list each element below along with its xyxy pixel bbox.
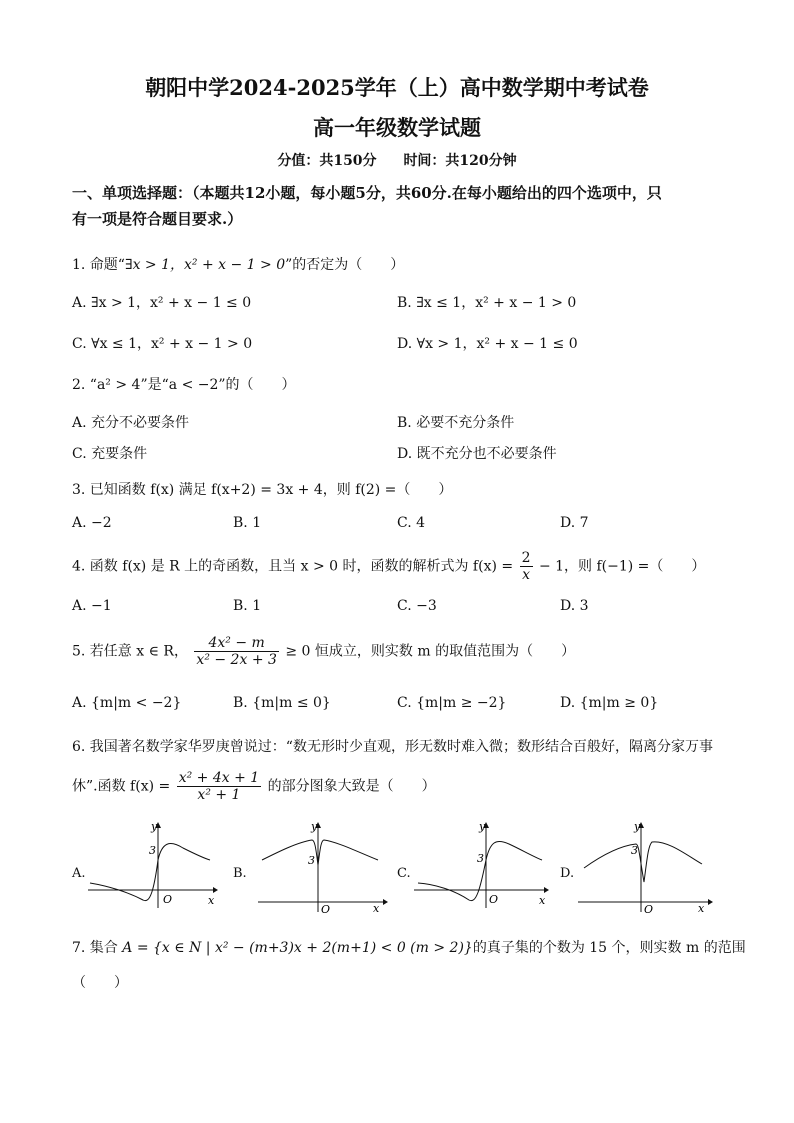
graph-c-tick: 3: [477, 852, 484, 865]
question-3-option-c[interactable]: C. 4: [397, 515, 426, 531]
question-1-prefix: 1. 命题“: [72, 257, 125, 273]
exam-title: 朝阳中学2024-2025学年（上）高中数学期中考试卷: [145, 75, 649, 100]
question-3-option-d[interactable]: D. 7: [560, 515, 589, 531]
question-4-prefix: 4. 函数 f(x) 是 R 上的奇函数，且当 x > 0 时，函数的解析式为 f(x) =: [72, 558, 514, 575]
question-4-option-a[interactable]: A. −1: [72, 598, 112, 614]
question-6-frac-num: x² + 4x + 1: [178, 770, 260, 786]
question-2-option-b[interactable]: B. 必要不充分条件: [397, 415, 515, 431]
graph-b-tick: 3: [308, 854, 315, 867]
question-7-math: A = {x ∈ N | x² − (m+3)x + 2(m+1) < 0 (m > 2)}: [122, 940, 473, 956]
question-6-option-c-label[interactable]: C.: [397, 866, 411, 881]
question-6-stem-line2: [72, 770, 436, 803]
question-6-option-b-label[interactable]: B.: [233, 866, 247, 881]
question-1-option-c[interactable]: C. ∀x ≤ 1，x² + x − 1 > 0: [72, 336, 253, 352]
question-3-option-a[interactable]: A. −2: [72, 515, 112, 531]
question-2-option-d[interactable]: D. 既不充分也不必要条件: [397, 446, 557, 462]
graph-d-origin: O: [644, 903, 654, 915]
exam-info: [0, 150, 794, 170]
question-3-stem: 3. 已知函数 f(x) 满足 f(x+2) = 3x + 4，则 f(2) =（ ）: [72, 482, 453, 498]
question-6-option-a-label[interactable]: A.: [72, 866, 86, 881]
question-6-prefix: 休”.函数 f(x) =: [72, 778, 171, 795]
question-4-suffix: − 1，则 f(−1) =（ ）: [538, 558, 706, 575]
graph-a-y-label: y: [151, 820, 158, 833]
question-6-graph-b[interactable]: [258, 820, 388, 919]
graph-d-y-label: y: [634, 820, 641, 833]
question-2-option-a[interactable]: A. 充分不必要条件: [72, 415, 190, 431]
question-6-graph-d[interactable]: [578, 820, 713, 919]
question-1-option-b[interactable]: B. ∃x ≤ 1，x² + x − 1 > 0: [397, 295, 577, 311]
question-1-stem: [72, 254, 404, 274]
question-5-option-d[interactable]: D. {m|m ≥ 0}: [560, 695, 659, 711]
graph-a-x-label: x: [208, 894, 215, 907]
question-4-frac-num: 2: [521, 550, 531, 566]
question-4-option-d[interactable]: D. 3: [560, 598, 589, 614]
graph-b-origin: O: [321, 903, 331, 915]
graph-b-x-label: x: [373, 902, 380, 915]
graph-d-tick: 3: [631, 844, 638, 857]
section-heading: [72, 180, 732, 232]
graph-a-origin: O: [163, 893, 173, 906]
question-4-fraction: [520, 550, 533, 583]
question-4-frac-den: x: [522, 567, 530, 583]
exam-subtitle: 高一年级数学试题: [313, 115, 481, 140]
question-5-frac-den: x² − 2x + 3: [196, 652, 277, 668]
question-6-option-d-label[interactable]: D.: [560, 866, 575, 881]
graph-a-tick: 3: [149, 844, 156, 857]
question-2-option-c[interactable]: C. 充要条件: [72, 446, 148, 462]
question-5-stem: [72, 635, 575, 668]
question-5-suffix: ≥ 0 恒成立，则实数 m 的取值范围为（ ）: [285, 643, 576, 660]
question-5-prefix: 5. 若任意 x ∈ R，: [72, 643, 188, 660]
section-heading-line1: 一、单项选择题：（本题共12小题，每小题5分，共60分.在每小题给出的四个选项中，只: [72, 184, 662, 202]
question-5-option-c[interactable]: C. {m|m ≥ −2}: [397, 695, 507, 711]
graph-c-origin: O: [489, 893, 499, 906]
graph-b-y-label: y: [311, 820, 318, 833]
question-6-fraction: [177, 770, 261, 803]
question-6-frac-den: x² + 1: [197, 787, 241, 803]
question-5-fraction: [194, 635, 278, 668]
question-6-graph-c[interactable]: [414, 820, 549, 914]
question-6-suffix: 的部分图象大致是（ ）: [267, 778, 436, 795]
question-1-option-a[interactable]: A. ∃x > 1，x² + x − 1 ≤ 0: [72, 295, 252, 311]
graph-c-y-label: y: [479, 820, 486, 833]
time-info: 时间：共120分钟: [403, 153, 517, 169]
question-4-stem: [72, 550, 705, 583]
question-3-option-b[interactable]: B. 1: [233, 515, 262, 531]
question-7-prefix: 7. 集合: [72, 940, 123, 956]
question-5-option-a[interactable]: A. {m|m < −2}: [72, 695, 182, 711]
graph-c-x-label: x: [539, 894, 546, 907]
score-info: 分值：共150分: [277, 153, 377, 169]
question-1-suffix: ”的否定为（ ）: [285, 257, 405, 273]
question-1-option-d[interactable]: D. ∀x > 1，x² + x − 1 ≤ 0: [397, 336, 578, 352]
question-2-stem: 2. “a² > 4”是“a < −2”的（ ）: [72, 377, 296, 393]
graph-d-x-label: x: [698, 902, 705, 915]
question-5-frac-num: 4x² − m: [194, 635, 278, 652]
question-7-suffix: 的真子集的个数为 15 个，则实数 m 的范围: [472, 940, 746, 956]
question-6-stem-line1: 6. 我国著名数学家华罗庚曾说过：“数无形时少直观，形无数时难入微；数形结合百般好，隔离分家万事: [72, 739, 713, 755]
question-1-math: ∃x > 1，x² + x − 1 > 0: [124, 257, 286, 273]
question-4-option-c[interactable]: C. −3: [397, 598, 437, 614]
question-7-stem: [72, 937, 746, 957]
question-6-graph-a[interactable]: [88, 820, 218, 914]
question-7-stem-line2: （ ）: [72, 975, 128, 991]
question-5-option-b[interactable]: B. {m|m ≤ 0}: [233, 695, 331, 711]
question-4-option-b[interactable]: B. 1: [233, 598, 262, 614]
section-heading-line2: 有一项是符合题目要求.）: [72, 210, 243, 228]
